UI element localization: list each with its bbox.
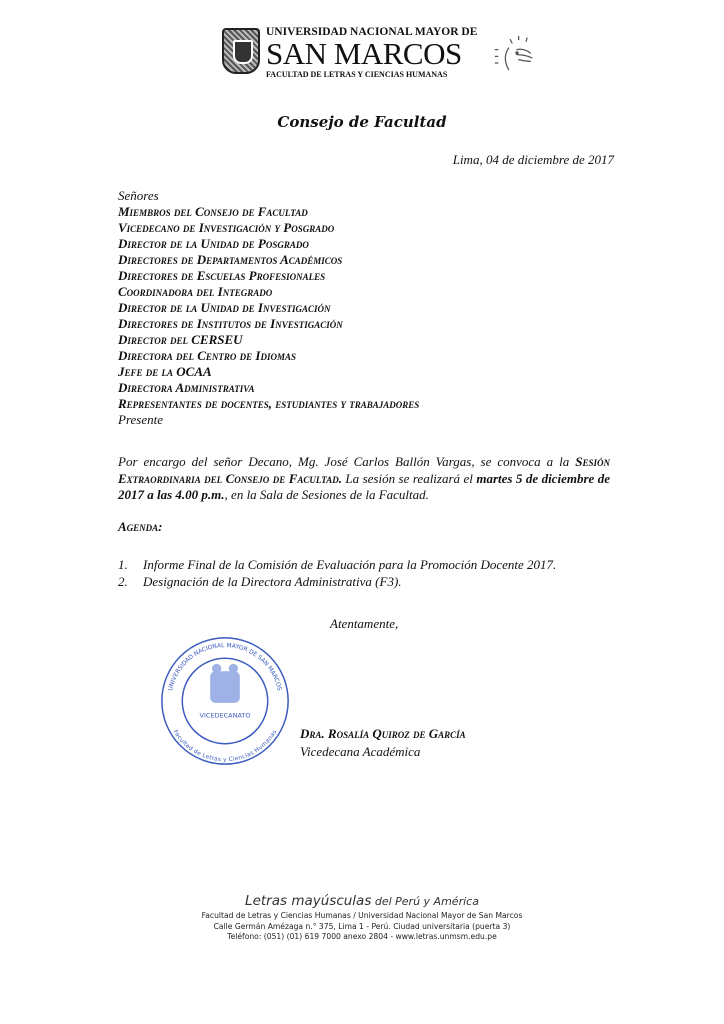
recipient-item: Jefe de la OCAA bbox=[118, 364, 212, 379]
recipient-item: Director de la Unidad de Posgrado bbox=[118, 236, 309, 251]
agenda-list bbox=[118, 557, 556, 590]
university-line: UNIVERSIDAD NACIONAL MAYOR DE bbox=[266, 26, 478, 38]
faculty-logo-icon bbox=[492, 28, 542, 78]
council-title: Consejo de Facultad bbox=[277, 113, 447, 131]
recipient-item: Directora del Centro de Idiomas bbox=[118, 348, 296, 363]
seal-outer-text: UNIVERSIDAD NACIONAL MAYOR DE SAN MARCOS bbox=[167, 642, 283, 692]
agenda-number: 2. bbox=[118, 573, 128, 589]
agenda-item bbox=[118, 557, 556, 574]
paragraph-text: Por encargo del señor Decano, Mg. José Carlos Ballón Vargas, se convoca a la bbox=[118, 454, 576, 469]
session-name: Sesión Extraordinaria del Consejo de Facultad. bbox=[118, 454, 610, 486]
slogan-rest: del Perú y América bbox=[371, 895, 479, 908]
session-datetime: martes 5 de diciembre de 2017 a las 4.00 p.m. bbox=[118, 470, 611, 502]
slogan-main: Letras mayúsculas bbox=[245, 893, 372, 909]
closing-salutation: Atentamente, bbox=[330, 616, 399, 631]
recipient-item: Director de la Unidad de Investigación bbox=[118, 300, 331, 315]
recipient-item: Directores de Institutos de Investigación bbox=[118, 316, 343, 331]
convocation-paragraph bbox=[118, 454, 610, 504]
seal-inner-text: VICEDECANATO bbox=[199, 711, 251, 720]
presente: Presente bbox=[118, 412, 163, 427]
footer-line-2: Calle Germán Amézaga n.° 375, Lima 1 - Perú. Ciudad universitaria (puerta 3) bbox=[213, 921, 511, 931]
paragraph-text: , en la Sala de Sesiones de la Facultad. bbox=[224, 487, 429, 502]
signer-name: Dra. Rosalía Quiroz de García bbox=[300, 726, 466, 741]
recipient-item: Directora Administrativa bbox=[118, 380, 255, 395]
recipient-item: Representantes de docentes, estudiantes y trabajadores bbox=[118, 396, 420, 411]
signer-role: Vicedecana Académica bbox=[300, 744, 421, 759]
greeting: Señores bbox=[118, 188, 159, 203]
recipient-item: Vicedecano de Investigación y Posgrado bbox=[118, 220, 335, 235]
recipient-item: Miembros del Consejo de Facultad bbox=[118, 204, 308, 219]
agenda-item bbox=[118, 574, 556, 591]
footer-slogan bbox=[0, 893, 724, 910]
header-text bbox=[266, 26, 486, 80]
agenda-text: Designación de la Directora Administrativa (F3). bbox=[143, 573, 402, 589]
agenda-text: Informe Final de la Comisión de Evaluación para la Promoción Docente 2017. bbox=[143, 557, 557, 572]
recipient-item: Directores de Escuelas Profesionales bbox=[118, 268, 326, 283]
university-crest-icon bbox=[222, 28, 260, 74]
recipient-item: Coordinadora del Integrado bbox=[118, 284, 273, 299]
recipient-item: Director del CERSEU bbox=[118, 332, 243, 347]
footer-line-3: Teléfono: (051) (01) 619 7000 anexo 2804 - www.letras.unmsm.edu.pe bbox=[227, 932, 497, 941]
official-seal-icon bbox=[160, 636, 290, 766]
faculty-line: FACULTAD DE LETRAS Y CIENCIAS HUMANAS bbox=[266, 70, 448, 79]
footer bbox=[0, 893, 724, 943]
footer-line-1: Facultad de Letras y Ciencias Humanas / Universidad Nacional Mayor de San Marcos bbox=[201, 911, 523, 920]
recipients-block bbox=[118, 188, 419, 428]
recipient-item: Directores de Departamentos Académicos bbox=[118, 252, 343, 267]
document-date: Lima, 04 de diciembre de 2017 bbox=[452, 152, 614, 167]
agenda-title: Agenda: bbox=[118, 519, 163, 534]
paragraph-text: La sesión se realizará el bbox=[341, 470, 477, 486]
agenda-number: 1. bbox=[118, 557, 128, 572]
university-name: SAN MARCOS bbox=[266, 36, 462, 71]
seal-bottom-text: Facultad de Letras y Ciencias Humanas bbox=[171, 729, 279, 764]
